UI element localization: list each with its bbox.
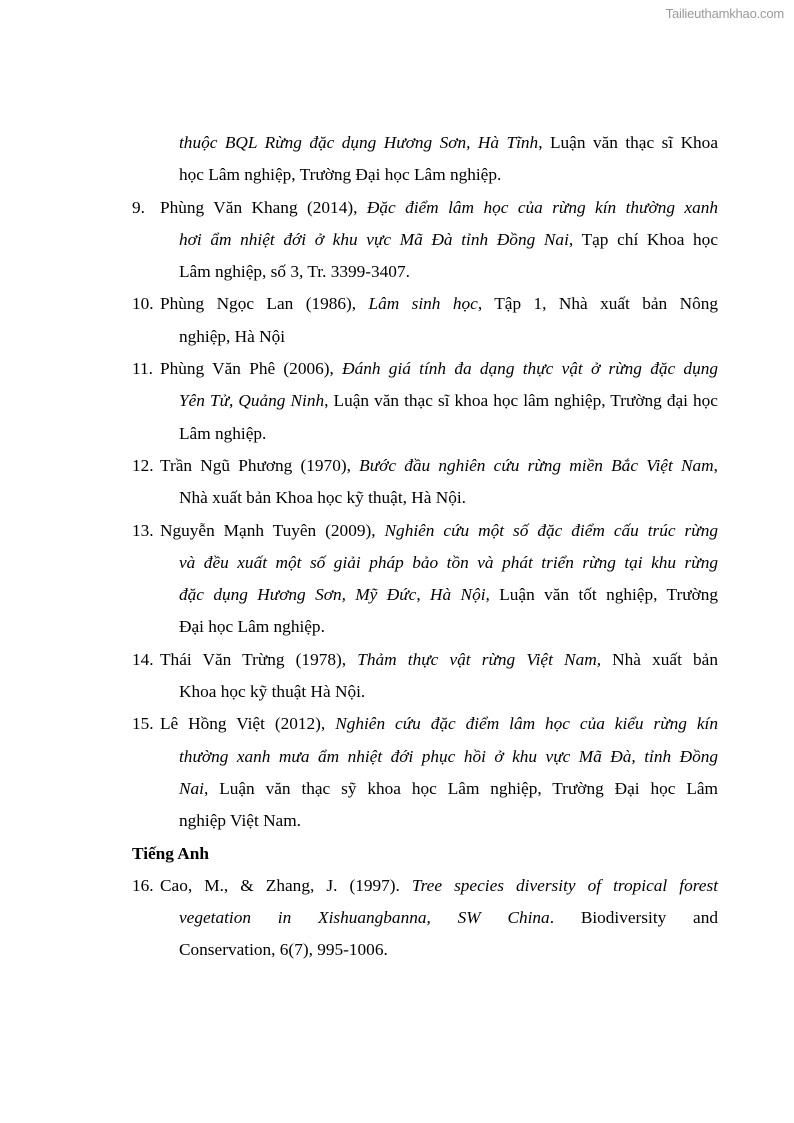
title-text: Lâm sinh học	[368, 294, 478, 314]
plain-text: , Tập 1, Nhà xuất bản Nông	[477, 294, 718, 314]
reference-line	[132, 644, 718, 676]
title-text: thường xanh mưa ẩm nhiệt đới phục hồi ở khu vực Mã Đà, tỉnh Đồng	[179, 746, 718, 766]
reference-line	[132, 515, 718, 547]
title-text: Đặc điểm lâm học của rừng kín thường xanh	[366, 197, 718, 217]
title-text: vegetation in Xishuangbanna, SW China	[179, 908, 550, 928]
reference-line	[132, 450, 718, 482]
title-text: Đánh giá tính đa dạng thực vật ở rừng đặc dụng	[342, 359, 718, 379]
plain-text: Trần Ngũ Phương (1970),	[160, 455, 360, 475]
plain-text: Nguyễn Mạnh Tuyên (2009),	[160, 520, 385, 540]
reference-line	[132, 708, 718, 740]
reference-item	[132, 192, 718, 289]
reference-number: 14.	[132, 649, 154, 669]
title-text: Nai	[179, 778, 204, 798]
plain-text: Lâm nghiệp.	[179, 423, 267, 443]
reference-line	[132, 127, 718, 159]
reference-item	[132, 708, 718, 837]
plain-text: ,	[713, 455, 718, 475]
title-text: và đều xuất một số giải pháp bảo tồn và phát triển rừng tại khu rừng	[179, 552, 718, 572]
plain-text: , Luận văn thạc sỹ khoa học Lâm nghiệp, Trường Đại học Lâm	[203, 778, 718, 798]
reference-item	[132, 644, 718, 709]
title-text: Hà Nội,	[430, 585, 490, 605]
vietnamese-references	[132, 127, 718, 838]
reference-number: 16.	[132, 875, 154, 895]
plain-text: Khoa học kỹ thuật Hà Nội.	[179, 682, 366, 702]
reference-line	[132, 385, 718, 417]
plain-text: , Tạp chí Khoa học	[568, 229, 718, 249]
reference-line	[132, 611, 718, 643]
reference-line	[132, 870, 718, 902]
reference-list	[132, 127, 718, 967]
plain-text: ,	[416, 585, 431, 605]
plain-text: Lê Hồng Việt (2012),	[160, 714, 336, 734]
reference-number: 10.	[132, 294, 154, 314]
title-text: Bước đầu nghiên cứu rừng miền Bắc Việt Nam	[359, 455, 714, 475]
title-text: Tree species diversity of tropical forest	[411, 875, 718, 895]
plain-text: Đại học Lâm nghiệp.	[179, 617, 325, 637]
title-text: Nghiên cứu đặc điểm lâm học của kiểu rừng kín	[335, 714, 718, 734]
plain-text: Phùng Văn Khang (2014),	[160, 197, 367, 217]
reference-number: 11.	[132, 359, 153, 379]
plain-text: . Biodiversity and	[549, 908, 719, 928]
reference-line	[132, 224, 718, 256]
plain-text: nghiệp Việt Nam.	[179, 811, 301, 831]
reference-line	[132, 773, 718, 805]
reference-line	[132, 192, 718, 224]
reference-number: 13.	[132, 520, 154, 540]
plain-text: , Luận văn thạc sĩ khoa học lâm nghiệp, Trường đại học	[324, 391, 718, 411]
reference-line	[132, 805, 718, 837]
plain-text: , Luận văn thạc sĩ Khoa	[538, 133, 718, 152]
plain-text: Thái Văn Trừng (1978),	[160, 649, 358, 669]
plain-text: Cao, M., & Zhang, J. (1997).	[160, 875, 412, 895]
title-text: Nghiên cứu một số đặc điểm cấu trúc rừng	[384, 520, 718, 540]
plain-text: nghiệp, Hà Nội	[179, 326, 286, 346]
plain-text: Phùng Ngọc Lan (1986),	[160, 294, 369, 314]
plain-text: Nhà xuất bản	[601, 649, 718, 669]
reference-line	[132, 902, 718, 934]
reference-line	[132, 159, 718, 191]
reference-line	[132, 547, 718, 579]
reference-line	[132, 676, 718, 708]
reference-item	[132, 870, 718, 967]
watermark: Tailieuthamkhao.com	[665, 6, 784, 21]
plain-text: Conservation, 6(7), 995-1006.	[179, 940, 388, 960]
reference-line	[132, 418, 718, 450]
title-text: đặc dụng Hương Sơn, Mỹ Đức	[179, 585, 417, 605]
reference-line	[132, 741, 718, 773]
reference-item	[132, 450, 718, 515]
title-text: thuộc BQL Rừng đặc dụng Hương Sơn, Hà Tĩnh	[179, 133, 539, 152]
reference-item	[132, 127, 718, 192]
reference-line	[132, 934, 718, 966]
reference-line	[132, 353, 718, 385]
reference-number: 12.	[132, 455, 154, 475]
title-text: Yên Tử, Quảng Ninh	[179, 391, 325, 411]
plain-text: Nhà xuất bản Khoa học kỹ thuật, Hà Nội.	[179, 488, 466, 508]
reference-number: 15.	[132, 714, 154, 734]
plain-text: học Lâm nghiệp, Trường Đại học Lâm nghiệp.	[179, 165, 502, 185]
plain-text: Luận văn tốt nghiệp, Trường	[489, 585, 719, 605]
reference-item	[132, 515, 718, 644]
reference-line	[132, 256, 718, 288]
plain-text: Phùng Văn Phê (2006),	[160, 359, 343, 379]
section-heading-english: Tiếng Anh	[132, 843, 210, 863]
title-text: hơi ẩm nhiệt đới ở khu vực Mã Đà tỉnh Đồng Nai	[179, 229, 569, 249]
reference-line	[132, 288, 718, 320]
reference-line	[132, 482, 718, 514]
reference-line	[132, 321, 718, 353]
reference-number: 9.	[132, 197, 145, 217]
title-text: Thảm thực vật rừng Việt Nam,	[357, 649, 602, 669]
english-references	[132, 870, 718, 967]
reference-item	[132, 353, 718, 450]
plain-text: Lâm nghiệp, số 3, Tr. 3399-3407.	[179, 262, 410, 282]
reference-item	[132, 288, 718, 353]
reference-line	[132, 579, 718, 611]
